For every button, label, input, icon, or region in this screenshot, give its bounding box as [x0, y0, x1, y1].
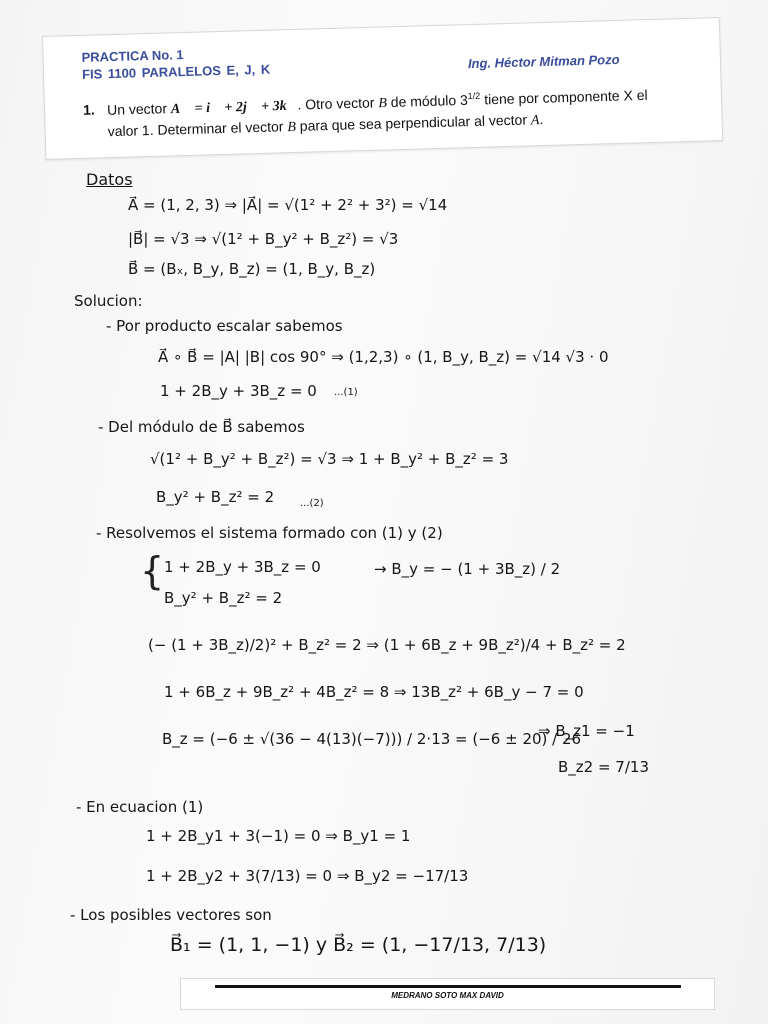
printed-header — [42, 17, 723, 160]
solucion-heading: Solucion: — [74, 292, 143, 310]
problem-number: 1. — [82, 101, 95, 118]
system-equation-1: 1 + 2B_y + 3B_z = 0 — [164, 558, 321, 576]
footer-rule — [215, 985, 681, 988]
quadratic-formula: B_z = (−6 ± √(36 − 4(13)(−7))) / 2·13 = (−6 ± 20) / 26 — [162, 730, 582, 748]
equation-1: 1 + 2B_y + 3B_z = 0 — [160, 382, 317, 400]
vector-a-symbol: A — [530, 113, 540, 129]
dot-product-equation: A⃗ ∘ B⃗ = |A| |B| cos 90° ⇒ (1,2,3) ∘ (1, B_y, B_z) = √14 √3 · 0 — [158, 348, 609, 366]
by-expression: → B_y = − (1 + 3B_z) / 2 — [374, 560, 561, 578]
instructor-name: Ing. Héctor Mitman Pozo — [467, 51, 620, 72]
datos-modulo-b: |B⃗| = √3 ⇒ √(1² + B_y² + B_z²) = √3 — [128, 230, 399, 248]
practice-title: PRACTICA No. 1 — [81, 47, 184, 65]
modulo-equation: √(1² + B_y² + B_z²) = √3 ⇒ 1 + B_y² + B_z² = 3 — [150, 450, 509, 468]
datos-heading: Datos — [86, 170, 133, 189]
problem-text: de módulo 3 — [386, 91, 469, 111]
problem-text: . Otro vector — [297, 94, 379, 113]
equation-1-tag: ...(1) — [334, 387, 358, 398]
course-line: FIS 1100 PARALELOS E, J, K — [81, 61, 271, 82]
problem-text: tiene por componente X el — [480, 86, 648, 108]
expanded-equation: 1 + 6B_z + 9B_z² + 4B_z² = 8 ⇒ 13B_z² + 6B_y − 7 = 0 — [164, 683, 584, 701]
author-name: MEDRANO SOTO MAX DAVID — [391, 991, 504, 1000]
vector-b-symbol: B — [287, 119, 297, 136]
step-ecuacion-1: - En ecuacion (1) — [76, 798, 204, 816]
root-bz2: B_z2 = 7/13 — [558, 758, 649, 776]
substitution-2: 1 + 2B_y2 + 3(7/13) = 0 ⇒ B_y2 = −17/13 — [146, 867, 469, 885]
final-vectors: B⃗₁ = (1, 1, −1) y B⃗₂ = (1, −17/13, 7/13) — [170, 934, 547, 956]
step-modulo: - Del módulo de B⃗ sabemos — [98, 418, 305, 436]
step-sistema: - Resolvemos el sistema formado con (1) y (2) — [96, 524, 443, 542]
substitution-equation: (− (1 + 3B_z)/2)² + B_z² = 2 ⇒ (1 + 6B_z + 9B_z²)/4 + B_z² = 2 — [148, 636, 626, 654]
equation-2-tag: ...(2) — [300, 498, 324, 509]
problem-text: para que sea perpendicular al vector — [295, 111, 532, 134]
step-posibles-vectores: - Los posibles vectores son — [70, 906, 272, 924]
vector-b-symbol: B — [378, 96, 388, 112]
datos-vector-a: A⃗ = (1, 2, 3) ⇒ |A⃗| = √(1² + 2² + 3²) = √14 — [128, 196, 448, 214]
system-brace: { — [140, 549, 165, 593]
author-footer — [180, 978, 715, 1010]
problem-text: Un vector — [106, 100, 172, 118]
vector-a-formula: A⃗ = i⃗ + 2j⃗ + 3k⃗ — [170, 98, 298, 118]
problem-text: . — [539, 111, 544, 128]
system-equation-2: B_y² + B_z² = 2 — [164, 589, 283, 607]
datos-vector-b: B⃗ = (Bₓ, B_y, B_z) = (1, B_y, B_z) — [128, 260, 376, 278]
root-bz1: ⇒ B_z1 = −1 — [538, 722, 635, 740]
equation-2: B_y² + B_z² = 2 — [156, 488, 275, 506]
problem-text: valor 1. Determinar el vector — [107, 118, 288, 140]
step-producto-escalar: - Por producto escalar sabemos — [106, 317, 343, 335]
substitution-1: 1 + 2B_y1 + 3(−1) = 0 ⇒ B_y1 = 1 — [146, 827, 411, 845]
exponent: 1/2 — [467, 90, 481, 102]
